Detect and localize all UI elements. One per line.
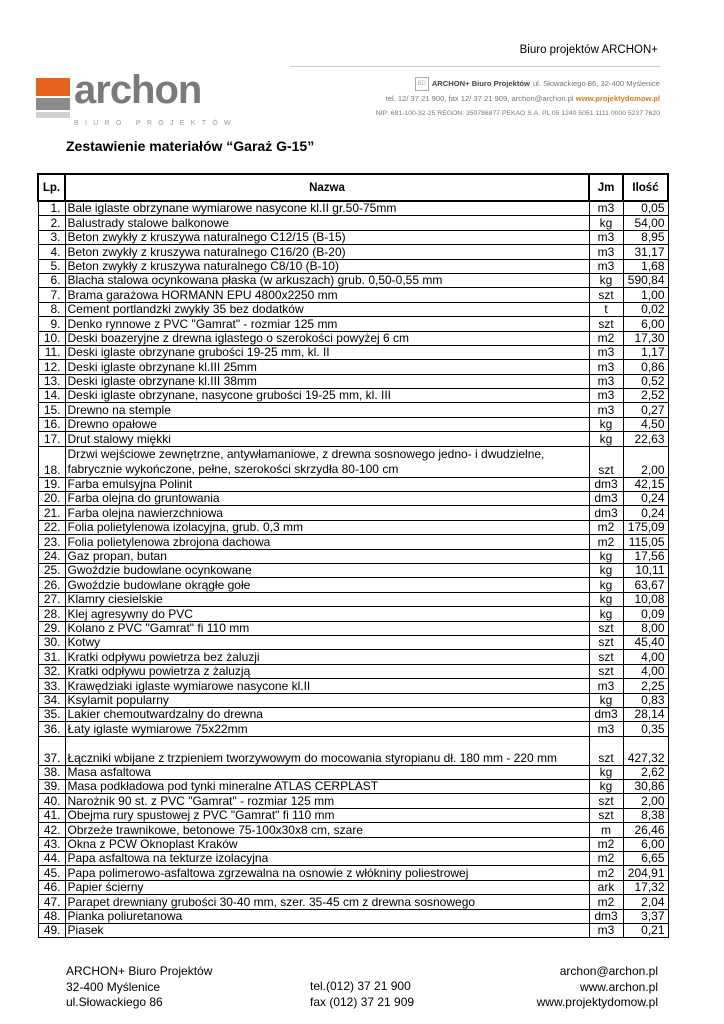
row-lp: 5. — [38, 259, 65, 273]
row-qty: 115,05 — [623, 535, 668, 549]
row-lp: 3. — [38, 230, 65, 244]
row-unit: szt — [589, 635, 623, 649]
row-name: Farba emulsyjna Polinit — [65, 477, 589, 491]
row-unit: m2 — [589, 852, 623, 866]
row-lp: 2. — [38, 216, 65, 230]
row-qty: 2,04 — [623, 895, 668, 909]
row-name: Łączniki wbijane z trzpieniem tworzywowym do mocowania styropianu dł. 180 mm - 220 mm — [65, 736, 589, 765]
row-unit: m2 — [589, 895, 623, 909]
row-name: Kratki odpływu powietrza z żaluzją — [65, 664, 589, 678]
row-qty: 42,15 — [623, 477, 668, 491]
row-qty: 26,46 — [623, 823, 668, 837]
row-unit: m3 — [589, 679, 623, 693]
row-unit: ark — [589, 880, 623, 894]
row-qty: 0,02 — [623, 302, 668, 316]
row-qty: 17,32 — [623, 880, 668, 894]
table-row — [38, 866, 668, 880]
row-lp: 38. — [38, 765, 65, 779]
row-qty: 0,24 — [623, 506, 668, 520]
row-name: Kolano z PVC "Gamrat" fi 110 mm — [65, 621, 589, 635]
row-unit: kg — [589, 432, 623, 446]
materials-table — [37, 173, 669, 938]
row-lp: 48. — [38, 909, 65, 923]
table-row — [38, 592, 668, 606]
house-icon: BD — [415, 77, 429, 91]
table-row — [38, 446, 668, 477]
contact-address: ul. Słowackiego 86, 32-400 Myślenice — [532, 79, 660, 88]
row-lp: 33. — [38, 679, 65, 693]
row-name: Blacha stalowa ocynkowana płaska (w arkuszach) grub. 0,50-0,55 mm — [65, 273, 589, 287]
row-lp: 27. — [38, 592, 65, 606]
row-unit: dm3 — [589, 909, 623, 923]
row-unit: m3 — [589, 403, 623, 417]
contact-phone-email: tel. 12/ 37 21 900, fax 12/ 37 21 909, archon@archon.pl — [385, 94, 574, 103]
row-name: Papa polimerowo-asfaltowa zgrzewalna na osnowie z włókniny poliestrowej — [65, 866, 589, 880]
row-qty: 1,17 — [623, 345, 668, 359]
row-unit: kg — [589, 216, 623, 230]
row-lp: 45. — [38, 866, 65, 880]
table-row — [38, 679, 668, 693]
row-unit: m2 — [589, 866, 623, 880]
col-header-ilosc: Ilość — [623, 174, 668, 201]
row-name: Narożnik 90 st. z PVC "Gamrat" - rozmiar 125 mm — [65, 794, 589, 808]
row-unit: m3 — [589, 201, 623, 216]
row-lp: 23. — [38, 535, 65, 549]
table-row — [38, 736, 668, 765]
row-name: Drewno na stemple — [65, 403, 589, 417]
row-name: Deski iglaste obrzynane kl.III 38mm — [65, 374, 589, 388]
row-qty: 2,52 — [623, 389, 668, 403]
footer-company: ARCHON+ Biuro Projektów — [66, 964, 213, 978]
row-name: Gwoździe budowlane okrągłe gołe — [65, 578, 589, 592]
row-lp: 1. — [38, 201, 65, 216]
table-row — [38, 288, 668, 302]
row-name: Deski iglaste obrzynane, nasycone grubości 19-25 mm, kl. III — [65, 389, 589, 403]
row-unit: t — [589, 302, 623, 316]
row-unit: m2 — [589, 331, 623, 345]
row-lp: 18. — [38, 446, 65, 477]
row-unit: kg — [589, 780, 623, 794]
row-unit: m2 — [589, 837, 623, 851]
table-row — [38, 506, 668, 520]
row-qty: 54,00 — [623, 216, 668, 230]
contact-block — [352, 76, 660, 121]
row-lp: 6. — [38, 273, 65, 287]
row-qty: 8,00 — [623, 621, 668, 635]
row-qty: 6,00 — [623, 317, 668, 331]
table-row — [38, 808, 668, 822]
col-header-jm: Jm — [589, 174, 623, 201]
row-lp: 42. — [38, 823, 65, 837]
table-row — [38, 563, 668, 577]
row-name: Drut stalowy miękki — [65, 432, 589, 446]
table-row — [38, 230, 668, 244]
row-name: Gaz propan, butan — [65, 549, 589, 563]
row-qty: 28,14 — [623, 707, 668, 721]
row-name: Beton zwykły z kruszywa naturalnego C8/10 (B-10) — [65, 259, 589, 273]
row-qty: 0,21 — [623, 923, 668, 937]
row-lp: 22. — [38, 520, 65, 534]
row-name: Pianka poliuretanowa — [65, 909, 589, 923]
row-lp: 32. — [38, 664, 65, 678]
table-row — [38, 492, 668, 506]
table-row — [38, 578, 668, 592]
row-qty: 63,67 — [623, 578, 668, 592]
row-name: Beton zwykły z kruszywa naturalnego C12/15 (B-15) — [65, 230, 589, 244]
table-row — [38, 780, 668, 794]
archon-logo — [36, 68, 237, 127]
row-name: Klej agresywny do PVC — [65, 607, 589, 621]
row-unit: dm3 — [589, 707, 623, 721]
row-name: Łaty iglaste wymiarowe 75x22mm — [65, 722, 589, 736]
row-qty: 4,00 — [623, 650, 668, 664]
row-lp: 28. — [38, 607, 65, 621]
materials-table-body — [38, 201, 668, 938]
row-name: Cement portlandzki zwykły 35 bez dodatków — [65, 302, 589, 316]
table-row — [38, 635, 668, 649]
row-qty: 1,00 — [623, 288, 668, 302]
table-row — [38, 722, 668, 736]
row-unit: m3 — [589, 230, 623, 244]
row-lp: 37. — [38, 736, 65, 765]
table-row — [38, 432, 668, 446]
row-name: Folia polietylenowa zbrojona dachowa — [65, 535, 589, 549]
table-row — [38, 664, 668, 678]
row-unit: kg — [589, 417, 623, 431]
row-lp: 9. — [38, 317, 65, 331]
footer-email[interactable]: archon@archon.pl — [559, 964, 658, 978]
row-lp: 40. — [38, 794, 65, 808]
row-name: Krawędziaki iglaste wymiarowe nasycone kl.II — [65, 679, 589, 693]
table-row — [38, 331, 668, 345]
row-qty: 175,09 — [623, 520, 668, 534]
row-lp: 7. — [38, 288, 65, 302]
row-lp: 30. — [38, 635, 65, 649]
table-row — [38, 837, 668, 851]
table-row — [38, 477, 668, 491]
row-name: Papa asfaltowa na tekturze izolacyjna — [65, 852, 589, 866]
footer-www-projekty[interactable]: www.projektydomow.pl — [536, 995, 658, 1009]
footer-tel: tel.(012) 37 21 900 — [310, 979, 411, 993]
row-unit: szt — [589, 317, 623, 331]
logo-subtitle: BIURO PROJEKTÓW — [74, 120, 237, 127]
row-qty: 2,00 — [623, 446, 668, 477]
row-qty: 2,00 — [623, 794, 668, 808]
row-name: Piasek — [65, 923, 589, 937]
row-name: Obejma rury spustowej z PVC "Gamrat" fi 110 mm — [65, 808, 589, 822]
row-lp: 49. — [38, 923, 65, 937]
table-row — [38, 621, 668, 635]
row-lp: 36. — [38, 722, 65, 736]
table-row — [38, 417, 668, 431]
row-unit: m2 — [589, 535, 623, 549]
row-lp: 35. — [38, 707, 65, 721]
row-name: Obrzeże trawnikowe, betonowe 75-100x30x8 cm, szare — [65, 823, 589, 837]
footer-www-archon[interactable]: www.archon.pl — [579, 979, 658, 994]
row-lp: 21. — [38, 506, 65, 520]
table-row — [38, 909, 668, 923]
row-lp: 20. — [38, 492, 65, 506]
row-unit: szt — [589, 736, 623, 765]
row-qty: 0,05 — [623, 201, 668, 216]
footer-city: 32-400 Myślenice — [66, 979, 161, 994]
row-qty: 0,24 — [623, 492, 668, 506]
row-unit: kg — [589, 549, 623, 563]
row-qty: 6,65 — [623, 852, 668, 866]
row-name: Drewno opałowe — [65, 417, 589, 431]
row-qty: 31,17 — [623, 245, 668, 259]
row-lp: 13. — [38, 374, 65, 388]
page-title: Zestawienie materiałów “Garaż G-15” — [66, 138, 315, 154]
table-row — [38, 707, 668, 721]
row-name: Deski boazeryjne z drewna iglastego o szerokości powyżej 6 cm — [65, 331, 589, 345]
row-qty: 6,00 — [623, 837, 668, 851]
row-name: Drzwi wejściowe zewnętrzne, antywłamaniowe, z drewna sosnowego jedno- i dwudzielne, fabrycznie wykończone, pełne, szerokości skrzydła 80-100 cm — [65, 446, 589, 477]
row-unit: szt — [589, 794, 623, 808]
row-unit: m3 — [589, 345, 623, 359]
row-qty: 590,84 — [623, 273, 668, 287]
row-qty: 8,38 — [623, 808, 668, 822]
row-qty: 1,68 — [623, 259, 668, 273]
row-qty: 30,86 — [623, 780, 668, 794]
row-name: Farba olejna nawierzchniowa — [65, 506, 589, 520]
row-name: Lakier chemoutwardzalny do drewna — [65, 707, 589, 721]
row-unit: m3 — [589, 374, 623, 388]
row-unit: m3 — [589, 923, 623, 937]
row-name: Masa podkładowa pod tynki mineralne ATLAS CERPLAST — [65, 780, 589, 794]
table-row — [38, 259, 668, 273]
row-unit: m3 — [589, 360, 623, 374]
row-lp: 14. — [38, 389, 65, 403]
row-lp: 29. — [38, 621, 65, 635]
table-row — [38, 302, 668, 316]
col-header-nazwa: Nazwa — [65, 174, 589, 201]
row-qty: 2,62 — [623, 765, 668, 779]
contact-registry: NIP: 681-100-32-25 REGON: 350786877 PEKAO S.A. PL 05 1240 5051 1111 0000 5237 7620 — [375, 110, 660, 117]
row-name: Brama garażowa HORMANN EPU 4800x2250 mm — [65, 288, 589, 302]
contact-website-link[interactable]: www.projektydomow.pl — [575, 94, 660, 103]
row-qty: 0,83 — [623, 693, 668, 707]
table-header-row — [38, 174, 668, 201]
row-unit: kg — [589, 273, 623, 287]
row-qty: 0,35 — [623, 722, 668, 736]
row-unit: dm3 — [589, 477, 623, 491]
row-qty: 0,86 — [623, 360, 668, 374]
row-lp: 10. — [38, 331, 65, 345]
row-name: Deski iglaste obrzynane grubości 19-25 mm, kl. II — [65, 345, 589, 359]
row-lp: 19. — [38, 477, 65, 491]
row-lp: 26. — [38, 578, 65, 592]
row-unit: szt — [589, 446, 623, 477]
row-name: Parapet drewniany grubości 30-40 mm, szer. 35-45 cm z drewna sosnowego — [65, 895, 589, 909]
table-row — [38, 535, 668, 549]
row-qty: 10,11 — [623, 563, 668, 577]
row-unit: kg — [589, 578, 623, 592]
row-name: Ksylamit popularny — [65, 693, 589, 707]
row-unit: m3 — [589, 389, 623, 403]
row-unit: szt — [589, 288, 623, 302]
row-lp: 24. — [38, 549, 65, 563]
row-name: Balustrady stalowe balkonowe — [65, 216, 589, 230]
table-row — [38, 880, 668, 894]
row-unit: kg — [589, 693, 623, 707]
row-qty: 2,25 — [623, 679, 668, 693]
row-qty: 8,95 — [623, 230, 668, 244]
table-row — [38, 403, 668, 417]
footer-street: ul.Słowackiego 86 — [66, 995, 163, 1009]
row-lp: 47. — [38, 895, 65, 909]
row-qty: 3,37 — [623, 909, 668, 923]
row-lp: 34. — [38, 693, 65, 707]
row-name: Deski iglaste obrzynane kl.III 25mm — [65, 360, 589, 374]
table-row — [38, 823, 668, 837]
archon-logo-mark-icon — [36, 78, 70, 118]
table-row — [38, 693, 668, 707]
table-row — [38, 650, 668, 664]
table-row — [38, 520, 668, 534]
row-lp: 46. — [38, 880, 65, 894]
row-lp: 41. — [38, 808, 65, 822]
row-name: Kotwy — [65, 635, 589, 649]
row-name: Klamry ciesielskie — [65, 592, 589, 606]
table-row — [38, 216, 668, 230]
row-unit: m3 — [589, 245, 623, 259]
row-lp: 15. — [38, 403, 65, 417]
table-row — [38, 923, 668, 937]
table-row — [38, 374, 668, 388]
footer-fax: fax (012) 37 21 909 — [310, 994, 415, 1009]
row-qty: 427,32 — [623, 736, 668, 765]
row-unit: m2 — [589, 520, 623, 534]
row-unit: szt — [589, 650, 623, 664]
table-row — [38, 201, 668, 216]
row-lp: 8. — [38, 302, 65, 316]
row-name: Masa asfaltowa — [65, 765, 589, 779]
row-name: Farba olejna do gruntowania — [65, 492, 589, 506]
table-row — [38, 607, 668, 621]
logo-wordmark: archon — [74, 68, 202, 112]
table-row — [38, 245, 668, 259]
row-lp: 39. — [38, 780, 65, 794]
row-lp: 12. — [38, 360, 65, 374]
table-row — [38, 360, 668, 374]
row-qty: 4,50 — [623, 417, 668, 431]
row-qty: 22,63 — [623, 432, 668, 446]
row-unit: kg — [589, 607, 623, 621]
row-lp: 4. — [38, 245, 65, 259]
row-name: Okna z PCW Oknoplast Kraków — [65, 837, 589, 851]
row-unit: m3 — [589, 722, 623, 736]
col-header-lp: Lp. — [38, 174, 65, 201]
row-lp: 25. — [38, 563, 65, 577]
row-qty: 10,08 — [623, 592, 668, 606]
row-unit: szt — [589, 621, 623, 635]
table-row — [38, 317, 668, 331]
row-unit: dm3 — [589, 506, 623, 520]
row-name: Denko rynnowe z PVC "Gamrat" - rozmiar 125 mm — [65, 317, 589, 331]
row-lp: 31. — [38, 650, 65, 664]
row-unit: dm3 — [589, 492, 623, 506]
row-qty: 45,40 — [623, 635, 668, 649]
row-name: Kratki odpływu powietrza bez żaluzji — [65, 650, 589, 664]
row-lp: 11. — [38, 345, 65, 359]
row-lp: 17. — [38, 432, 65, 446]
table-row — [38, 794, 668, 808]
row-unit: szt — [589, 808, 623, 822]
header-divider — [290, 66, 660, 67]
table-row — [38, 273, 668, 287]
row-unit: m — [589, 823, 623, 837]
table-row — [38, 895, 668, 909]
row-qty: 0,27 — [623, 403, 668, 417]
table-row — [38, 389, 668, 403]
row-qty: 4,00 — [623, 664, 668, 678]
row-name: Folia polietylenowa izolacyjna, grub. 0,3 mm — [65, 520, 589, 534]
row-unit: kg — [589, 765, 623, 779]
contact-brand: ARCHON+ Biuro Projektów — [431, 79, 530, 88]
table-row — [38, 765, 668, 779]
row-qty: 17,56 — [623, 549, 668, 563]
row-lp: 16. — [38, 417, 65, 431]
row-name: Bale iglaste obrzynane wymiarowe nasycone kl.II gr.50-75mm — [65, 201, 589, 216]
row-name: Gwoździe budowlane ocynkowane — [65, 563, 589, 577]
row-name: Beton zwykły z kruszywa naturalnego C16/20 (B-20) — [65, 245, 589, 259]
office-label: Biuro projektów ARCHON+ — [519, 44, 658, 56]
row-qty: 0,09 — [623, 607, 668, 621]
table-row — [38, 549, 668, 563]
row-qty: 204,91 — [623, 866, 668, 880]
row-qty: 0,52 — [623, 374, 668, 388]
table-row — [38, 345, 668, 359]
row-unit: kg — [589, 592, 623, 606]
row-unit: kg — [589, 563, 623, 577]
row-lp: 43. — [38, 837, 65, 851]
table-row — [38, 852, 668, 866]
row-unit: szt — [589, 664, 623, 678]
row-name: Papier ścierny — [65, 880, 589, 894]
row-unit: m3 — [589, 259, 623, 273]
row-qty: 17,30 — [623, 331, 668, 345]
row-lp: 44. — [38, 852, 65, 866]
